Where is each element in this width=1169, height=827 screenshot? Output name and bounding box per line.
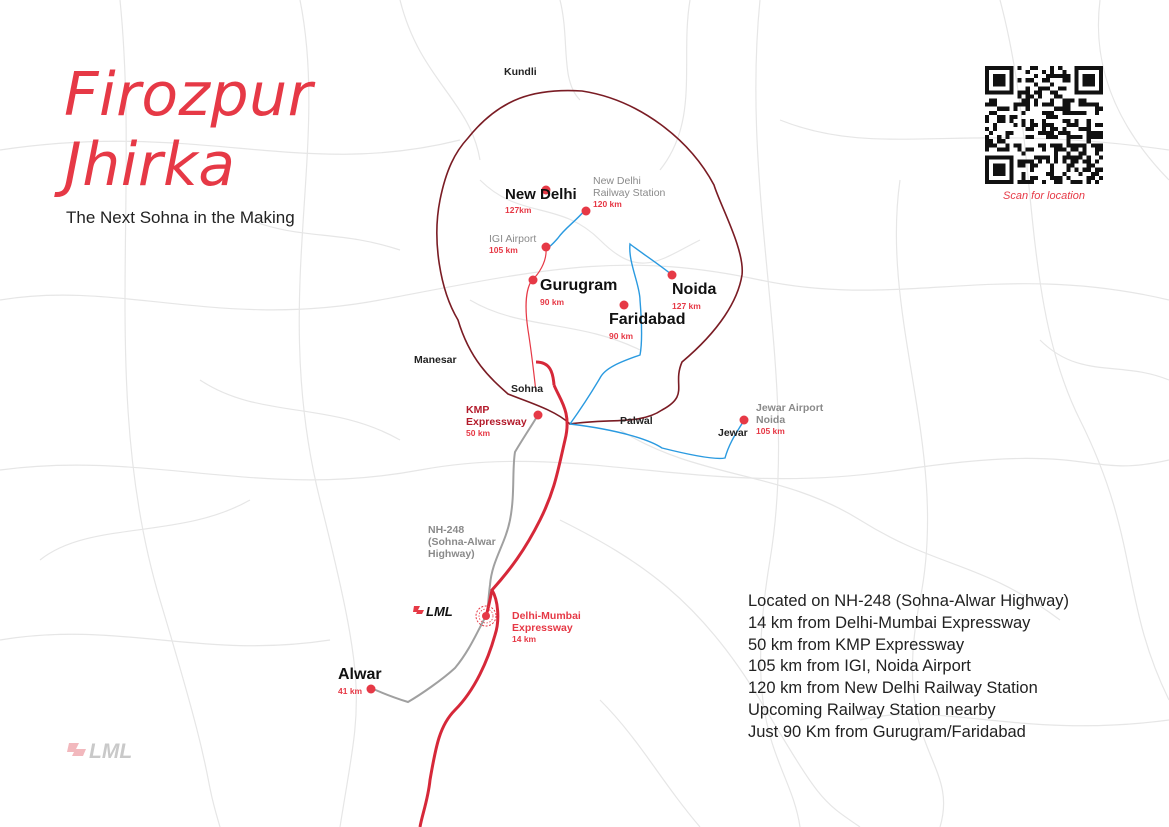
gurugram-name: Gurugram bbox=[540, 277, 618, 294]
ring-road bbox=[437, 91, 742, 424]
title-line-2: Jhirka bbox=[64, 130, 236, 200]
alwar-name: Alwar bbox=[338, 666, 382, 683]
label-manesar: Manesar bbox=[414, 354, 457, 366]
label-kmp bbox=[466, 404, 527, 438]
title-line-1: Firozpur bbox=[64, 60, 313, 130]
kmp-line-2: Expressway bbox=[466, 416, 527, 428]
jewar-airport-line-2: Noida bbox=[756, 414, 786, 426]
dme-line-2: Expressway bbox=[512, 622, 573, 634]
info-line: 105 km from IGI, Noida Airport bbox=[748, 657, 971, 676]
site-point[interactable] bbox=[482, 612, 490, 620]
site-logo-text: LML bbox=[426, 604, 453, 618]
dme-line-1: Delhi-Mumbai bbox=[512, 610, 581, 622]
info-line: Located on NH-248 (Sohna-Alwar Highway) bbox=[748, 592, 1069, 610]
nh248-line-2: (Sohna-Alwar bbox=[428, 536, 496, 548]
label-faridabad bbox=[609, 311, 685, 341]
brand-logo bbox=[66, 740, 162, 767]
label-noida bbox=[672, 281, 716, 311]
page-title bbox=[64, 60, 313, 200]
label-kundli: Kundli bbox=[504, 66, 537, 78]
gurugram-point[interactable] bbox=[529, 276, 538, 285]
lml-brand-icon bbox=[66, 740, 162, 762]
faridabad-name: Faridabad bbox=[609, 311, 686, 328]
label-sohna: Sohna bbox=[511, 383, 544, 395]
new-delhi-name: New Delhi bbox=[505, 186, 577, 203]
label-nh248 bbox=[428, 524, 496, 560]
info-line: Upcoming Railway Station nearby bbox=[748, 700, 996, 719]
new-delhi-dist: 127km bbox=[505, 205, 532, 215]
kmp-line-1: KMP bbox=[466, 404, 490, 416]
label-palwal: Palwal bbox=[620, 415, 653, 427]
faridabad-point[interactable] bbox=[620, 301, 629, 310]
label-jewar-airport bbox=[756, 402, 823, 436]
noida-name: Noida bbox=[672, 281, 717, 298]
label-gurugram bbox=[540, 277, 617, 307]
subtitle: The Next Sohna in the Making bbox=[66, 208, 295, 227]
jewar-airport-point[interactable] bbox=[740, 416, 749, 425]
label-railway-station bbox=[593, 175, 665, 209]
label-new-delhi bbox=[505, 186, 577, 215]
info-line: Just 90 Km from Gurugram/Faridabad bbox=[748, 722, 1026, 741]
info-line: 50 km from KMP Expressway bbox=[748, 635, 965, 654]
label-alwar bbox=[338, 666, 382, 696]
label-dme bbox=[512, 610, 581, 644]
qr-caption: Scan for location bbox=[1003, 190, 1085, 202]
qr-code[interactable] bbox=[985, 66, 1103, 189]
label-jewar: Jewar bbox=[718, 427, 748, 439]
brand-logo-text: LML bbox=[89, 740, 133, 762]
sohna-spur bbox=[536, 362, 554, 385]
info-line: 120 km from New Delhi Railway Station bbox=[748, 679, 1038, 698]
kmp-dist: 50 km bbox=[466, 428, 491, 438]
site-logo bbox=[412, 604, 472, 623]
info-line: 14 km from Delhi-Mumbai Expressway bbox=[748, 613, 1031, 632]
railway-line-1: New Delhi bbox=[593, 175, 641, 187]
noida-point[interactable] bbox=[668, 271, 677, 280]
gurugram-dist: 90 km bbox=[540, 297, 565, 307]
qr-code-icon bbox=[985, 66, 1103, 184]
new-delhi-railway-point[interactable] bbox=[582, 207, 591, 216]
nh248-line-1: NH-248 bbox=[428, 524, 465, 536]
label-igi bbox=[489, 233, 536, 255]
faridabad-dist: 90 km bbox=[609, 331, 634, 341]
railway-line-2: Railway Station bbox=[593, 187, 666, 199]
alwar-dist: 41 km bbox=[338, 686, 363, 696]
igi-dist: 105 km bbox=[489, 245, 518, 255]
dme-dist: 14 km bbox=[512, 634, 537, 644]
railway-dist: 120 km bbox=[593, 199, 622, 209]
jewar-airport-line-1: Jewar Airport bbox=[756, 402, 824, 414]
info-list bbox=[748, 591, 1069, 744]
igi-airport-point[interactable] bbox=[542, 243, 551, 252]
lml-logo-icon bbox=[412, 604, 472, 618]
jewar-airport-dist: 105 km bbox=[756, 426, 785, 436]
nh248-line-3: Highway) bbox=[428, 548, 475, 560]
igi-name: IGI Airport bbox=[489, 233, 537, 245]
kmp-point[interactable] bbox=[534, 411, 543, 420]
noida-dist: 127 km bbox=[672, 301, 701, 311]
